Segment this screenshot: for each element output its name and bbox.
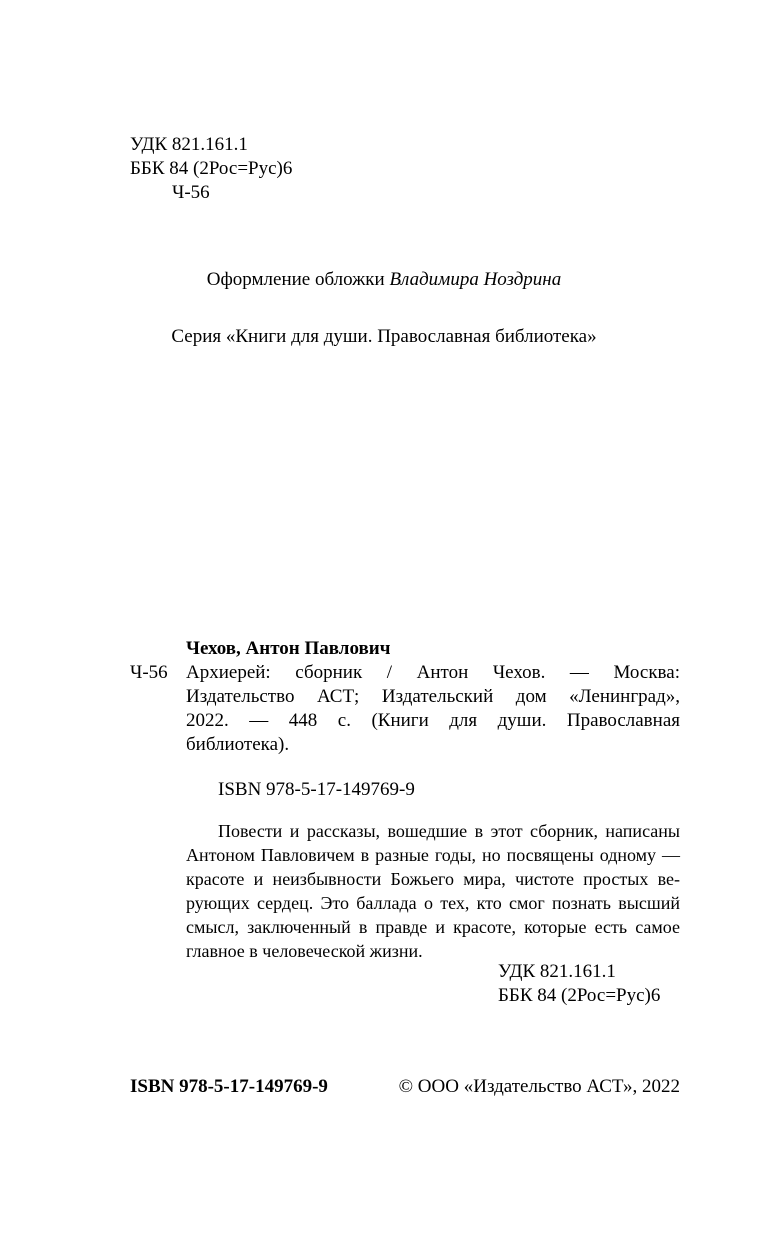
cover-design-label: Оформление обложки — [206, 269, 385, 290]
classification-codes-bottom — [498, 960, 660, 1008]
author-heading: Чехов, Антон Павлович — [186, 638, 391, 659]
annotation-line: смысл, заключенный в правде и красоте, которые есть самое — [186, 917, 680, 937]
biblio-line: библиотека). — [186, 734, 290, 755]
udk-code: УДК 821.161.1 — [130, 134, 248, 155]
biblio-line: 2022. — 448 с. (Книги для души. Православная — [186, 710, 680, 731]
udk-code: УДК 821.161.1 — [498, 961, 616, 982]
bbk-code: ББК 84 (2Рос=Рус)6 — [130, 158, 293, 179]
isbn-entry: ISBN 978-5-17-149769-9 — [218, 779, 415, 800]
biblio-line: Издательство АСТ; Издательский дом «Ленинград», — [186, 686, 680, 707]
annotation-line: красоте и неизбывности Божьего мира, чистоте простых ве- — [186, 869, 680, 889]
annotation-line: Повести и рассказы, вошедшие в этот сборник, написаны — [218, 821, 680, 841]
bibliographic-description — [186, 661, 680, 757]
cutter-entry: Ч-56 — [130, 662, 168, 683]
series-line: Серия «Книги для души. Православная библиотека» — [171, 326, 597, 347]
cover-designer-name: Владимира Ноздрина — [389, 269, 562, 290]
biblio-line: Архиерей: сборник / Антон Чехов. — Москва: — [186, 662, 680, 683]
annotation — [186, 819, 680, 963]
classification-codes-top — [130, 133, 292, 205]
bbk-code: ББК 84 (2Рос=Рус)6 — [498, 985, 661, 1006]
copyright-notice: © ООО «Издательство АСТ», 2022 — [398, 1076, 680, 1097]
annotation-line: рующих сердец. Это баллада о тех, кто смог познать высший — [186, 893, 680, 913]
footer-isbn: ISBN 978-5-17-149769-9 — [130, 1076, 328, 1097]
annotation-line: Антоном Павловичем в разные годы, но посвящены одному — — [186, 845, 680, 865]
cover-design-credit — [0, 268, 768, 292]
annotation-line: главное в человеческой жизни. — [186, 941, 423, 961]
cutter-code: Ч-56 — [172, 182, 210, 203]
